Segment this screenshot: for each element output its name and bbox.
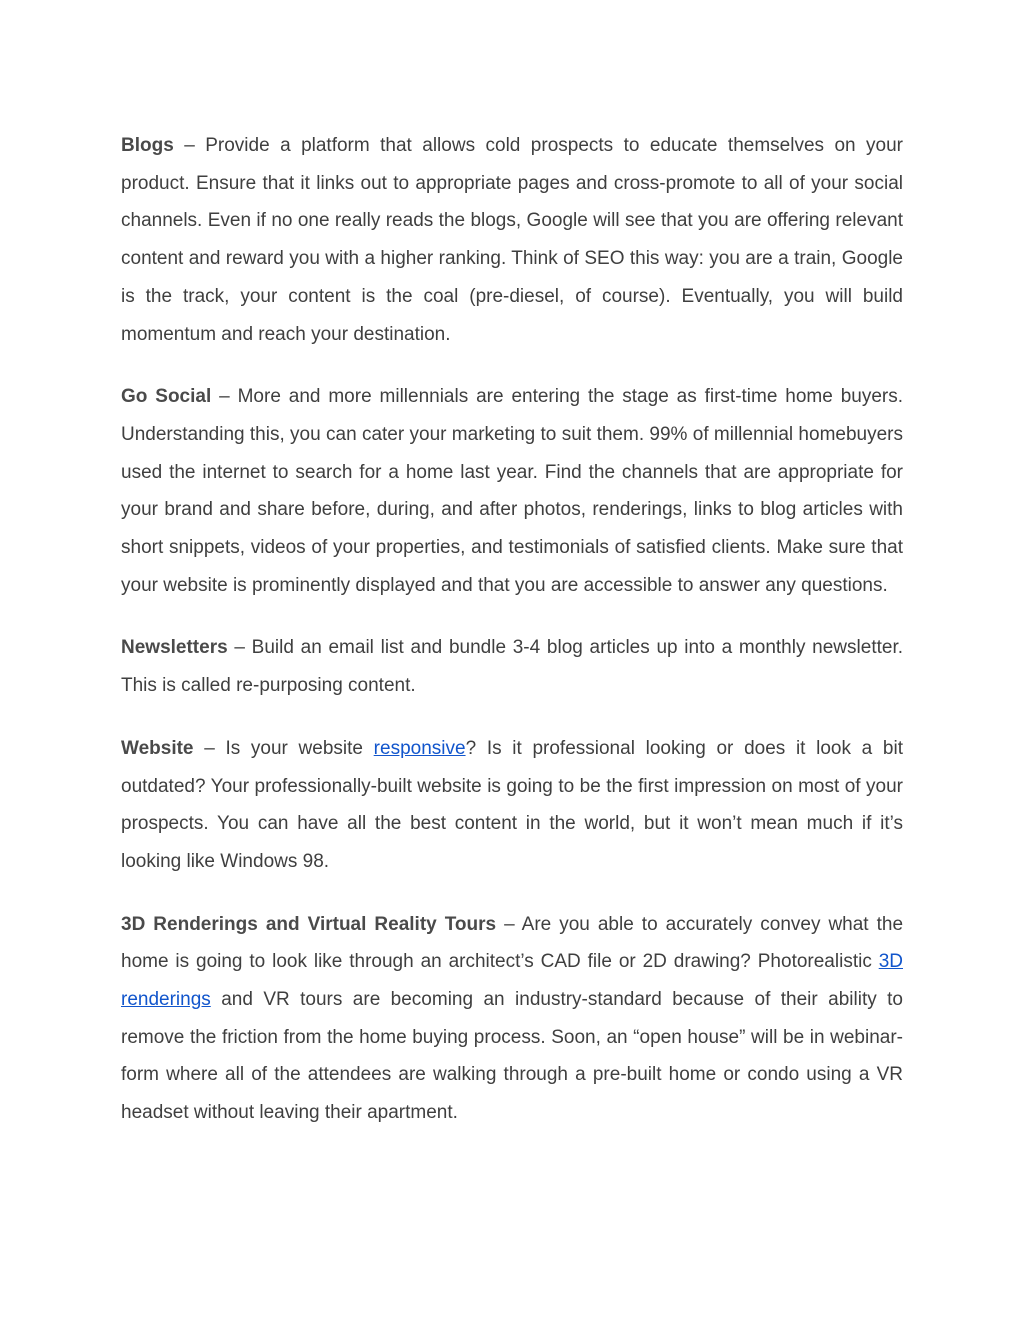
website-text-before: Is your website	[225, 737, 374, 759]
dash: –	[193, 737, 226, 759]
go-social-heading: Go Social	[121, 386, 212, 408]
go-social-paragraph	[121, 378, 903, 604]
website-text-after: ? Is it professional looking or does it look a bit outdated? Your professionally-built website is going to be the first impression on most of your prospects. You can have all the best content in the world, but it won’t mean much if it’s looking like Windows 98.	[121, 737, 903, 872]
responsive-link[interactable]: responsive	[373, 737, 466, 759]
3d-renderings-text-after: and VR tours are becoming an industry-standard because of their ability to remove the friction from the home buying process. Soon, an “open house” will be in webinar-form where all of the attendees are walking through a pre-built home or condo using a VR headset without leaving their apartment.	[121, 989, 903, 1124]
newsletters-paragraph	[121, 629, 903, 704]
document-page	[121, 127, 903, 1157]
3d-renderings-paragraph	[121, 906, 903, 1132]
dash: –	[211, 386, 238, 408]
dash: –	[496, 913, 522, 935]
blogs-heading: Blogs	[121, 135, 174, 156]
newsletters-text: Build an email list and bundle 3-4 blog articles up into a monthly newsletter. This is called re-purposing content.	[121, 637, 903, 697]
dash: –	[173, 135, 206, 156]
3d-renderings-heading: 3D Renderings and Virtual Reality Tours	[121, 913, 497, 935]
3d-renderings-text-before: Are you able to accurately convey what the home is going to look like through an architect’s CAD file or 2D drawing? Photorealistic	[121, 913, 904, 973]
website-paragraph	[121, 730, 903, 881]
go-social-text: More and more millennials are entering the stage as first-time home buyers. Understanding this, you can cater your marketing to suit them. 99% of millennial homebuyers used the internet to search for a home last year. Find the channels that are appropriate for your brand and share before, during, and after photos, renderings, links to blog articles with short snippets, videos of your properties, and testimonials of satisfied clients. Make sure that your website is prominently displayed and that you are accessible to answer any questions.	[121, 386, 904, 596]
blogs-text: Provide a platform that allows cold prospects to educate themselves on your product. Ensure that it links out to appropriate pages and cross-promote to all of your social channels. Even if no one really reads the blogs, Google will see that you are offering relevant content and reward you with a higher ranking. Think of SEO this way: you are a train, Google is the track, your content is the coal (pre-diesel, of course). Eventually, you will build momentum and reach your destination.	[121, 135, 903, 345]
website-heading: Website	[121, 737, 194, 759]
dash: –	[227, 637, 252, 659]
newsletters-heading: Newsletters	[121, 637, 228, 659]
3d-renderings-link[interactable]: 3D renderings	[121, 951, 903, 1011]
blogs-paragraph	[121, 127, 903, 353]
